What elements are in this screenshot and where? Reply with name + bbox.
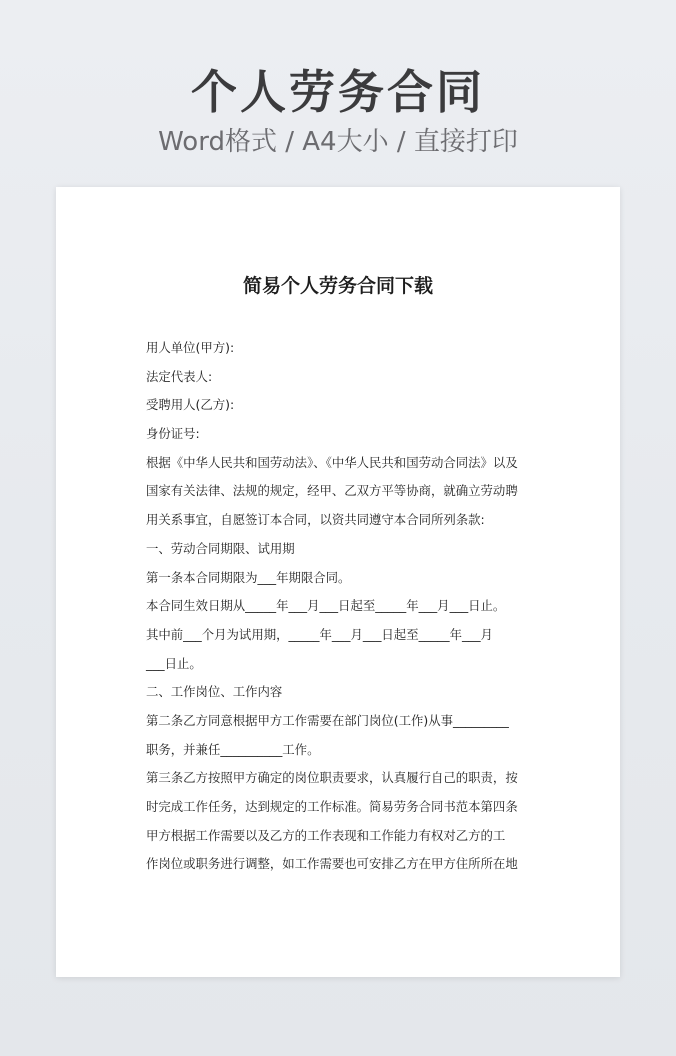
clause-line: 时完成工作任务，达到规定的工作标准。简易劳务合同书范本第四条 xyxy=(146,799,518,814)
page-title: 个人劳务合同 xyxy=(191,65,485,119)
clause-line: 甲方根据工作需要以及乙方的工作表现和工作能力有权对乙方的工 xyxy=(146,827,506,843)
clause-line: 职务，并兼任__________工作。 xyxy=(146,741,320,757)
clause-line: 其中前___个月为试用期，_____年___月___日起至_____年___月 xyxy=(146,626,493,642)
clause-line: 第一条本合同期限为___年期限合同。 xyxy=(146,569,351,585)
section-heading: 一、劳动合同期限、试用期 xyxy=(146,540,295,556)
preamble-line: 根据《中华人民共和国劳动法》、《中华人民共和国劳动合同法》以及 xyxy=(146,454,518,470)
field-id-number: 身份证号: xyxy=(146,426,200,442)
clause-line: ___日止。 xyxy=(146,655,202,671)
preamble-line: 用关系事宜，自愿签订本合同，以资共同遵守本合同所列条款: xyxy=(146,512,485,528)
page-subtitle: Word格式 / A4大小 / 直接打印 xyxy=(158,127,518,157)
document-paper xyxy=(56,187,620,977)
clause-line: 第二条乙方同意根据甲方工作需要在部门岗位(工作)从事_________ xyxy=(146,712,509,728)
page-header xyxy=(0,62,676,160)
document-title: 简易个人劳务合同下载 xyxy=(242,275,433,297)
section-heading: 二、工作岗位、工作内容 xyxy=(146,684,283,700)
document-body xyxy=(146,334,536,879)
field-legal-representative: 法定代表人: xyxy=(146,368,213,384)
preamble-line: 国家有关法律、法规的规定，经甲、乙双方平等协商，就确立劳动聘 xyxy=(146,483,518,499)
field-employee: 受聘用人(乙方): xyxy=(146,397,235,413)
clause-line: 本合同生效日期从_____年___月___日起至_____年___月___日止。 xyxy=(146,598,506,614)
clause-line: 作岗位或职务进行调整，如工作需要也可安排乙方在甲方住所所在地 xyxy=(146,856,518,872)
field-employer: 用人单位(甲方): xyxy=(146,340,235,355)
clause-line: 第三条乙方按照甲方确定的岗位职责要求，认真履行自己的职责，按 xyxy=(146,770,518,786)
